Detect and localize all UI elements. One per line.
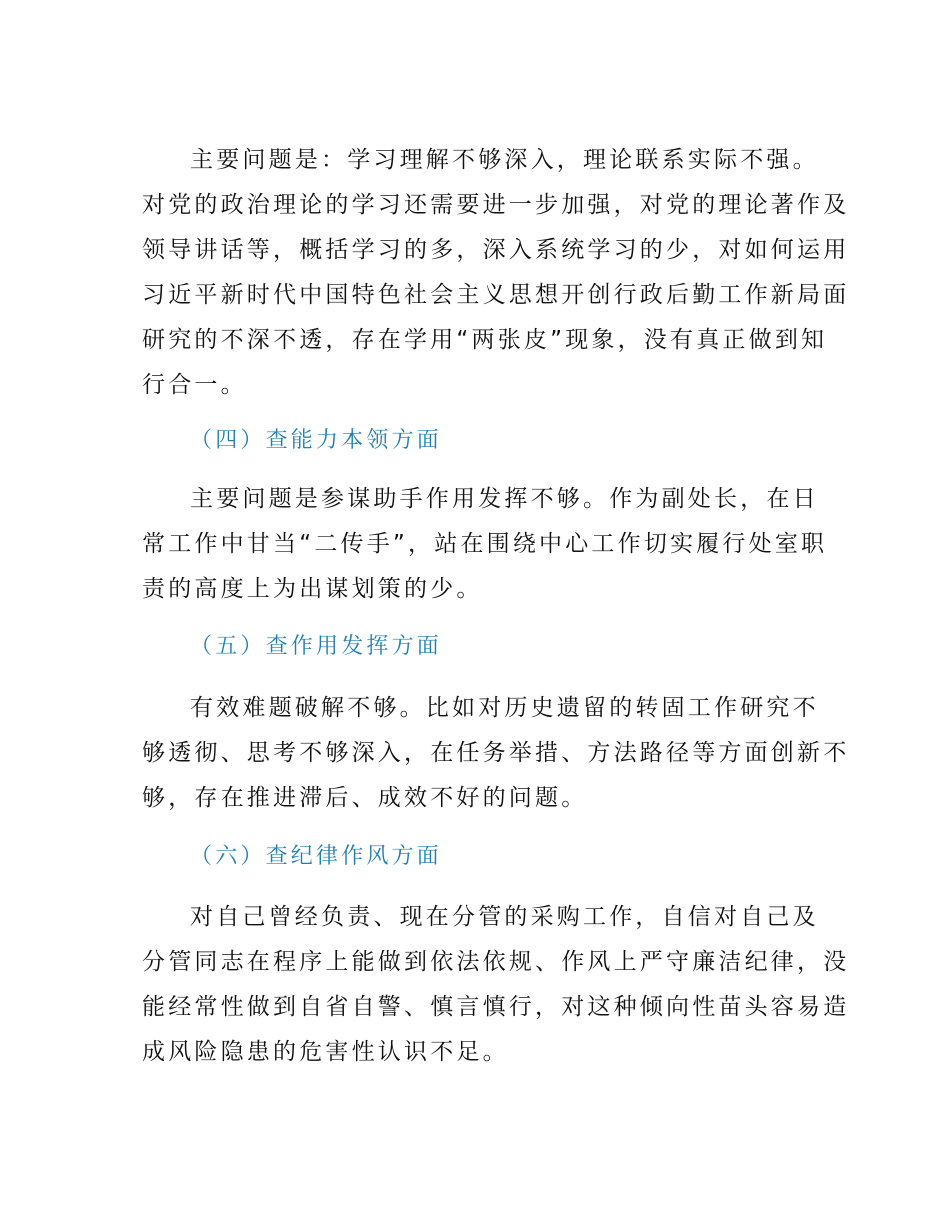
text-line: 成风险隐患的危害性认识不足。 [142, 1039, 509, 1065]
text-line: 常工作中甘当“二传手”，站在围绕中心工作切实履行处室职 [142, 531, 828, 557]
text-line: 对党的政治理论的学习还需要进一步加强，对党的理论著作及 [142, 192, 850, 218]
section-heading-discipline: （六）查纪律作风方面 [190, 844, 443, 869]
text-line: 能经常性做到自省自警、慎言慎行，对这种倾向性苗头容易造 [142, 994, 850, 1020]
text-line: 主要问题是参谋助手作用发挥不够。作为副处长，在日 [190, 486, 819, 512]
text-line: 领导讲话等，概括学习的多，深入系统学习的少，对如何运用 [142, 237, 850, 263]
text-line: 行合一。 [142, 372, 247, 398]
section-heading-role: （五）查作用发挥方面 [190, 634, 443, 659]
section-heading-ability: （四）查能力本领方面 [190, 428, 443, 453]
text-line: 有效难题破解不够。比如对历史遗留的转固工作研究不 [190, 695, 819, 721]
text-line: 够透彻、思考不够深入，在任务举措、方法路径等方面创新不 [142, 740, 850, 766]
text-line: 够，存在推进滞后、成效不好的问题。 [142, 785, 588, 811]
text-line: 对自己曾经负责、现在分管的采购工作，自信对自己及 [190, 904, 819, 930]
text-line: 分管同志在程序上能做到依法依规、作风上严守廉洁纪律，没 [142, 949, 850, 975]
text-line: 习近平新时代中国特色社会主义思想开创行政后勤工作新局面 [142, 282, 850, 308]
text-line: 主要问题是：学习理解不够深入，理论联系实际不强。 [190, 147, 819, 173]
text-line: 责的高度上为出谋划策的少。 [142, 576, 483, 602]
text-line: 研究的不深不透，存在学用“两张皮”现象，没有真正做到知 [142, 327, 828, 353]
